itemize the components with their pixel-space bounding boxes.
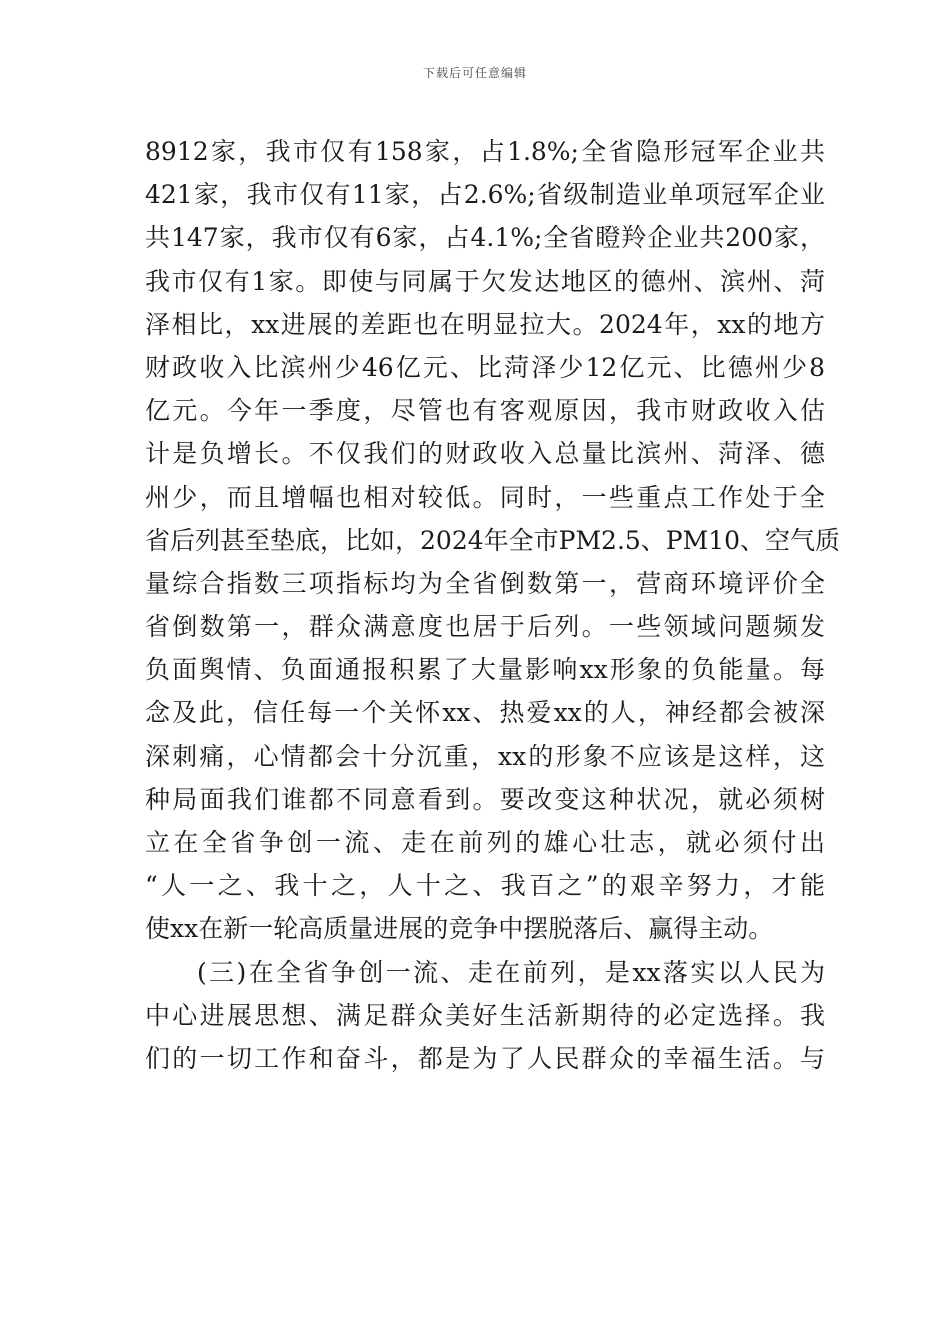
text-line: “人一之、我十之，人十之、我百之”的艰辛努力，才能 [145, 871, 825, 901]
text-line: 计是负增长。不仅我们的财政收入总量比滨州、菏泽、德 [145, 439, 825, 469]
text-line: 共147家，我市仅有6家，占4.1%;全省瞪羚企业共200家， [145, 223, 825, 253]
text-line: 省后列甚至垫底，比如，2024年全市PM2.5、PM10、空气质 [145, 525, 841, 555]
text-line: 们的一切工作和奋斗，都是为了人民群众的幸福生活。与 [145, 1043, 825, 1073]
text-line: 使xx在新一轮高质量进展的竞争中摆脱落后、赢得主动。 [145, 914, 774, 944]
text-line: 立在全省争创一流、走在前列的雄心壮志，就必须付出 [145, 828, 825, 857]
text-line: 负面舆情、负面通报积累了大量影响xx形象的负能量。每 [145, 655, 825, 685]
text-line: 中心进展思想、满足群众美好生活新期待的必定选择。我 [145, 1000, 825, 1030]
document-body [145, 130, 841, 1080]
text-line: 深刺痛，心情都会十分沉重，xx的形象不应该是这样，这 [145, 741, 825, 771]
text-line: 421家，我市仅有11家，占2.6%;省级制造业单项冠军企业 [145, 180, 825, 210]
text-line: 亿元。今年一季度，尽管也有客观原因，我市财政收入估 [145, 396, 825, 426]
text-line: 泽相比，xx进展的差距也在明显拉大。2024年，xx的地方 [145, 309, 825, 339]
text-line: 州少，而且增幅也相对较低。同时，一些重点工作处于全 [145, 482, 825, 512]
text-line: 量综合指数三项指标均为全省倒数第一，营商环境评价全 [145, 568, 825, 598]
text-line: 念及此，信任每一个关怀xx、热爱xx的人，神经都会被深 [145, 698, 825, 728]
text-line: 省倒数第一，群众满意度也居于后列。一些领域问题频发 [145, 612, 825, 642]
text-line: 8912家，我市仅有158家，占1.8%;全省隐形冠军企业共 [145, 137, 825, 166]
paragraph-first-line: (三)在全省争创一流、走在前列，是xx落实以人民为 [197, 957, 825, 987]
text-line: 我市仅有1家。即使与同属于欠发达地区的德州、滨州、菏 [145, 266, 825, 296]
text-line: 财政收入比滨州少46亿元、比菏泽少12亿元、比德州少8 [145, 352, 825, 382]
page-header: 下载后可任意编辑 [422, 66, 527, 80]
text-line: 种局面我们谁都不同意看到。要改变这种状况，就必须树 [145, 784, 825, 814]
